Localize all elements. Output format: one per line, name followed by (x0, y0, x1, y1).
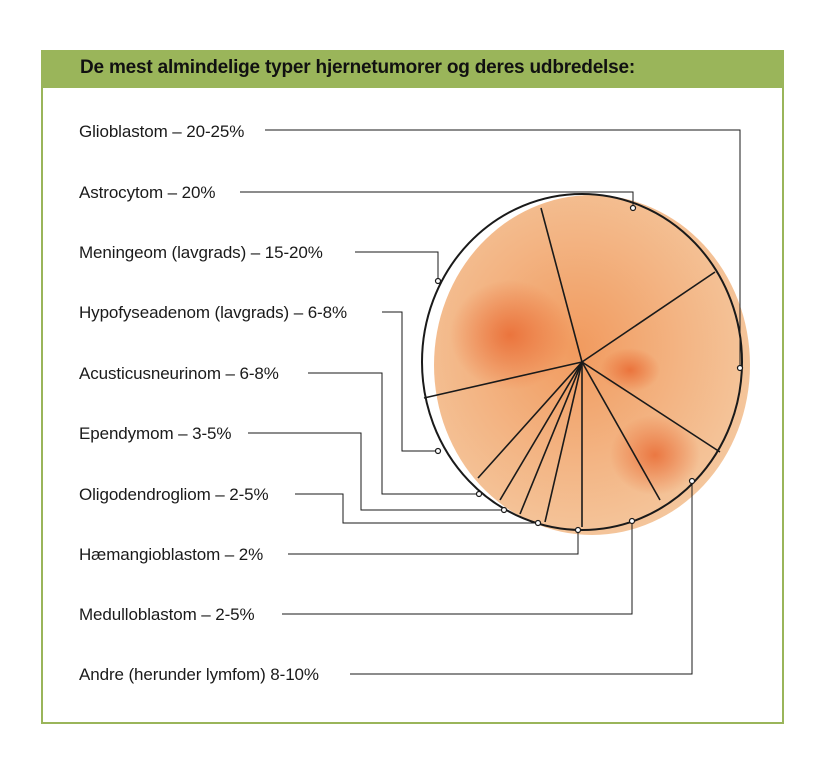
leader-dot (502, 508, 507, 513)
disc-spot-lower-right (610, 415, 700, 495)
leader-dot (477, 492, 482, 497)
disc-spot-left (450, 280, 570, 390)
leader-hypofyseadenom (382, 312, 438, 451)
leader-dot (631, 206, 636, 211)
label-andre: Andre (herunder lymfom) 8-10% (79, 665, 319, 684)
label-acusticusneurinom: Acusticusneurinom – 6-8% (79, 364, 279, 383)
label-glioblastom: Glioblastom – 20-25% (79, 122, 245, 141)
leader-haemangioblastom (288, 530, 578, 554)
leader-dot (738, 366, 743, 371)
label-meningeom: Meningeom (lavgrads) – 15-20% (79, 243, 323, 262)
figure-title: De mest almindelige typer hjernetumorer og deres udbredelse: (80, 57, 635, 78)
leader-dot (436, 279, 441, 284)
label-hypofyseadenom: Hypofyseadenom (lavgrads) – 6-8% (79, 303, 347, 322)
leader-dot (536, 521, 541, 526)
leader-dot (690, 479, 695, 484)
leader-medulloblastom (282, 521, 632, 614)
leader-dot (630, 519, 635, 524)
label-ependymom: Ependymom – 3-5% (79, 424, 232, 443)
leader-dot (436, 449, 441, 454)
leader-meningeom (355, 252, 438, 281)
leader-dot (576, 528, 581, 533)
label-oligodendrogliom: Oligodendrogliom – 2-5% (79, 485, 269, 504)
label-astrocytom: Astrocytom – 20% (79, 183, 216, 202)
label-medulloblastom: Medulloblastom – 2-5% (79, 605, 255, 624)
disc-spot-right (600, 348, 660, 392)
label-haemangioblastom: Hæmangioblastom – 2% (79, 545, 264, 564)
